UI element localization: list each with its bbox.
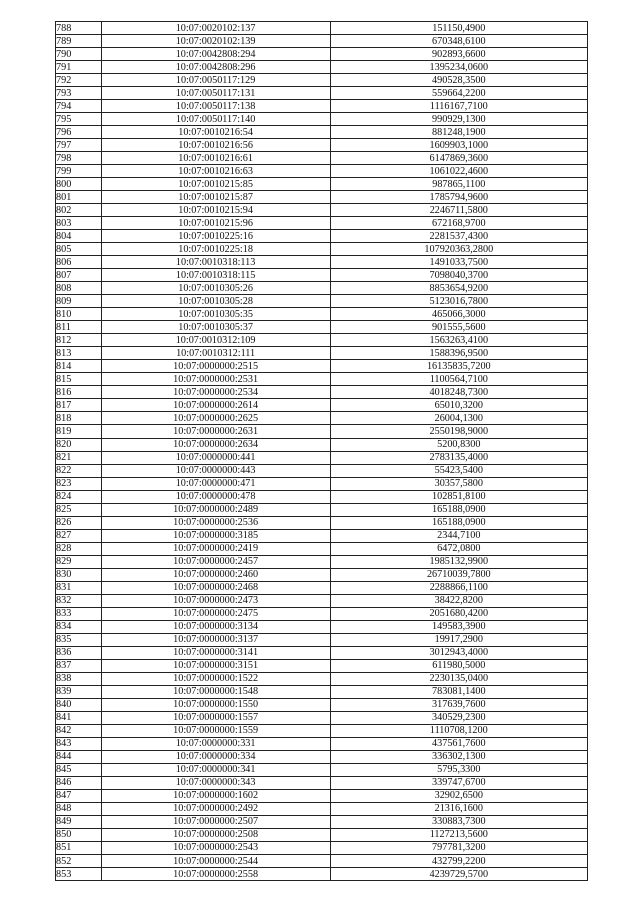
table-row bbox=[56, 620, 588, 633]
cadastral-number-cell: 10:07:0000000:3151 bbox=[101, 659, 330, 672]
row-number-cell: 807 bbox=[56, 269, 102, 282]
table-row bbox=[56, 204, 588, 217]
table-row bbox=[56, 282, 588, 295]
cadastral-number-cell: 10:07:0000000:2544 bbox=[101, 855, 330, 868]
value-cell: 1609903,1000 bbox=[330, 139, 587, 152]
table-row bbox=[56, 802, 588, 815]
value-cell: 2281537,4300 bbox=[330, 230, 587, 243]
table-row bbox=[56, 568, 588, 581]
value-cell: 7098040,3700 bbox=[330, 269, 587, 282]
value-cell: 437561,7600 bbox=[330, 737, 587, 750]
row-number-cell: 796 bbox=[56, 126, 102, 139]
cadastral-number-cell: 10:07:0000000:2492 bbox=[101, 802, 330, 815]
table-row bbox=[56, 178, 588, 191]
cadastral-number-cell: 10:07:0050117:129 bbox=[101, 74, 330, 87]
value-cell: 336302,1300 bbox=[330, 750, 587, 763]
value-cell: 490528,3500 bbox=[330, 74, 587, 87]
cadastral-number-cell: 10:07:0000000:2631 bbox=[101, 425, 330, 438]
row-number-cell: 849 bbox=[56, 815, 102, 828]
table-row bbox=[56, 855, 588, 868]
table-row bbox=[56, 230, 588, 243]
value-cell: 1116167,7100 bbox=[330, 100, 587, 113]
row-number-cell: 810 bbox=[56, 308, 102, 321]
row-number-cell: 835 bbox=[56, 633, 102, 646]
table-row bbox=[56, 828, 588, 841]
row-number-cell: 805 bbox=[56, 243, 102, 256]
table-row bbox=[56, 347, 588, 360]
table-row bbox=[56, 152, 588, 165]
value-cell: 2783135,4000 bbox=[330, 451, 587, 464]
value-cell: 4239729,5700 bbox=[330, 868, 587, 881]
value-cell: 19917,2900 bbox=[330, 633, 587, 646]
value-cell: 1563263,4100 bbox=[330, 334, 587, 347]
row-number-cell: 832 bbox=[56, 594, 102, 607]
cadastral-number-cell: 10:07:0000000:3185 bbox=[101, 529, 330, 542]
table-row bbox=[56, 360, 588, 373]
cadastral-number-cell: 10:07:0010318:115 bbox=[101, 269, 330, 282]
row-number-cell: 803 bbox=[56, 217, 102, 230]
cadastral-number-cell: 10:07:0000000:343 bbox=[101, 776, 330, 789]
value-cell: 881248,1900 bbox=[330, 126, 587, 139]
cadastral-number-cell: 10:07:0000000:3137 bbox=[101, 633, 330, 646]
row-number-cell: 831 bbox=[56, 581, 102, 594]
table-row bbox=[56, 295, 588, 308]
value-cell: 1061022,4600 bbox=[330, 165, 587, 178]
table-row bbox=[56, 191, 588, 204]
cadastral-number-cell: 10:07:0010305:35 bbox=[101, 308, 330, 321]
cadastral-number-cell: 10:07:0000000:1548 bbox=[101, 685, 330, 698]
cadastral-number-cell: 10:07:0000000:2536 bbox=[101, 516, 330, 529]
value-cell: 6472,0800 bbox=[330, 542, 587, 555]
table-row bbox=[56, 308, 588, 321]
cadastral-number-cell: 10:07:0010216:61 bbox=[101, 152, 330, 165]
row-number-cell: 848 bbox=[56, 802, 102, 815]
row-number-cell: 806 bbox=[56, 256, 102, 269]
row-number-cell: 789 bbox=[56, 35, 102, 48]
value-cell: 901555,5600 bbox=[330, 321, 587, 334]
data-table bbox=[55, 21, 588, 881]
cadastral-number-cell: 10:07:0000000:1557 bbox=[101, 711, 330, 724]
table-row bbox=[56, 750, 588, 763]
cadastral-number-cell: 10:07:0000000:2558 bbox=[101, 868, 330, 881]
cadastral-number-cell: 10:07:0010216:56 bbox=[101, 139, 330, 152]
table-row bbox=[56, 425, 588, 438]
value-cell: 1110708,1200 bbox=[330, 724, 587, 737]
table-row bbox=[56, 607, 588, 620]
table-row bbox=[56, 776, 588, 789]
value-cell: 1785794,9600 bbox=[330, 191, 587, 204]
table-row bbox=[56, 386, 588, 399]
cadastral-number-cell: 10:07:0000000:331 bbox=[101, 737, 330, 750]
value-cell: 165188,0900 bbox=[330, 516, 587, 529]
cadastral-number-cell: 10:07:0000000:2625 bbox=[101, 412, 330, 425]
row-number-cell: 793 bbox=[56, 87, 102, 100]
cadastral-number-cell: 10:07:0020102:139 bbox=[101, 35, 330, 48]
value-cell: 6147869,3600 bbox=[330, 152, 587, 165]
cadastral-number-cell: 10:07:0000000:2507 bbox=[101, 815, 330, 828]
table-row bbox=[56, 399, 588, 412]
value-cell: 38422,8200 bbox=[330, 594, 587, 607]
table-row bbox=[56, 334, 588, 347]
table-row bbox=[56, 724, 588, 737]
cadastral-number-cell: 10:07:0050117:140 bbox=[101, 113, 330, 126]
cadastral-number-cell: 10:07:0050117:131 bbox=[101, 87, 330, 100]
cadastral-number-cell: 10:07:0000000:2419 bbox=[101, 542, 330, 555]
value-cell: 151150,4900 bbox=[330, 22, 587, 35]
row-number-cell: 823 bbox=[56, 477, 102, 490]
value-cell: 2230135,0400 bbox=[330, 672, 587, 685]
row-number-cell: 845 bbox=[56, 763, 102, 776]
cadastral-number-cell: 10:07:0010318:113 bbox=[101, 256, 330, 269]
cadastral-number-cell: 10:07:0010215:87 bbox=[101, 191, 330, 204]
table-row bbox=[56, 61, 588, 74]
table-row bbox=[56, 516, 588, 529]
row-number-cell: 816 bbox=[56, 386, 102, 399]
row-number-cell: 788 bbox=[56, 22, 102, 35]
value-cell: 783081,1400 bbox=[330, 685, 587, 698]
table-row bbox=[56, 35, 588, 48]
row-number-cell: 790 bbox=[56, 48, 102, 61]
cadastral-number-cell: 10:07:0010305:26 bbox=[101, 282, 330, 295]
value-cell: 317639,7600 bbox=[330, 698, 587, 711]
value-cell: 65010,3200 bbox=[330, 399, 587, 412]
value-cell: 611980,5000 bbox=[330, 659, 587, 672]
table-row bbox=[56, 672, 588, 685]
cadastral-number-cell: 10:07:0010225:16 bbox=[101, 230, 330, 243]
row-number-cell: 837 bbox=[56, 659, 102, 672]
value-cell: 987865,1100 bbox=[330, 178, 587, 191]
value-cell: 2288866,1100 bbox=[330, 581, 587, 594]
value-cell: 1100564,7100 bbox=[330, 373, 587, 386]
value-cell: 107920363,2800 bbox=[330, 243, 587, 256]
row-number-cell: 827 bbox=[56, 529, 102, 542]
value-cell: 3012943,4000 bbox=[330, 646, 587, 659]
table-row bbox=[56, 868, 588, 881]
cadastral-number-cell: 10:07:0000000:2634 bbox=[101, 438, 330, 451]
row-number-cell: 814 bbox=[56, 360, 102, 373]
table-row bbox=[56, 594, 588, 607]
row-number-cell: 847 bbox=[56, 789, 102, 802]
value-cell: 465066,3000 bbox=[330, 308, 587, 321]
value-cell: 5123016,7800 bbox=[330, 295, 587, 308]
row-number-cell: 798 bbox=[56, 152, 102, 165]
cadastral-number-cell: 10:07:0000000:1550 bbox=[101, 698, 330, 711]
row-number-cell: 844 bbox=[56, 750, 102, 763]
row-number-cell: 819 bbox=[56, 425, 102, 438]
table-row bbox=[56, 243, 588, 256]
row-number-cell: 851 bbox=[56, 841, 102, 854]
value-cell: 21316,1600 bbox=[330, 802, 587, 815]
cadastral-number-cell: 10:07:0000000:2475 bbox=[101, 607, 330, 620]
value-cell: 26710039,7800 bbox=[330, 568, 587, 581]
row-number-cell: 841 bbox=[56, 711, 102, 724]
cadastral-number-cell: 10:07:0042808:296 bbox=[101, 61, 330, 74]
table-row bbox=[56, 22, 588, 35]
table-body bbox=[56, 22, 588, 881]
value-cell: 2550198,9000 bbox=[330, 425, 587, 438]
cadastral-number-cell: 10:07:0000000:2534 bbox=[101, 386, 330, 399]
table-row bbox=[56, 685, 588, 698]
row-number-cell: 839 bbox=[56, 685, 102, 698]
row-number-cell: 824 bbox=[56, 490, 102, 503]
value-cell: 1395234,0600 bbox=[330, 61, 587, 74]
value-cell: 149583,3900 bbox=[330, 620, 587, 633]
value-cell: 1127213,5600 bbox=[330, 828, 587, 841]
table-row bbox=[56, 581, 588, 594]
table-row bbox=[56, 789, 588, 802]
table-row bbox=[56, 48, 588, 61]
table-row bbox=[56, 269, 588, 282]
value-cell: 102851,8100 bbox=[330, 490, 587, 503]
row-number-cell: 852 bbox=[56, 855, 102, 868]
row-number-cell: 826 bbox=[56, 516, 102, 529]
cadastral-number-cell: 10:07:0010312:111 bbox=[101, 347, 330, 360]
table-row bbox=[56, 659, 588, 672]
value-cell: 902893,6600 bbox=[330, 48, 587, 61]
value-cell: 2051680,4200 bbox=[330, 607, 587, 620]
table-row bbox=[56, 529, 588, 542]
row-number-cell: 833 bbox=[56, 607, 102, 620]
value-cell: 432799,2200 bbox=[330, 855, 587, 868]
row-number-cell: 791 bbox=[56, 61, 102, 74]
cadastral-number-cell: 10:07:0000000:2489 bbox=[101, 503, 330, 516]
row-number-cell: 830 bbox=[56, 568, 102, 581]
value-cell: 340529,2300 bbox=[330, 711, 587, 724]
table-row bbox=[56, 217, 588, 230]
value-cell: 1491033,7500 bbox=[330, 256, 587, 269]
cadastral-number-cell: 10:07:0000000:2508 bbox=[101, 828, 330, 841]
table-row bbox=[56, 763, 588, 776]
cadastral-number-cell: 10:07:0000000:341 bbox=[101, 763, 330, 776]
table-row bbox=[56, 542, 588, 555]
table-row bbox=[56, 698, 588, 711]
row-number-cell: 801 bbox=[56, 191, 102, 204]
cadastral-number-cell: 10:07:0000000:2543 bbox=[101, 841, 330, 854]
row-number-cell: 846 bbox=[56, 776, 102, 789]
row-number-cell: 840 bbox=[56, 698, 102, 711]
value-cell: 55423,5400 bbox=[330, 464, 587, 477]
row-number-cell: 822 bbox=[56, 464, 102, 477]
cadastral-number-cell: 10:07:0000000:1602 bbox=[101, 789, 330, 802]
row-number-cell: 836 bbox=[56, 646, 102, 659]
cadastral-number-cell: 10:07:0000000:2473 bbox=[101, 594, 330, 607]
row-number-cell: 797 bbox=[56, 139, 102, 152]
cadastral-number-cell: 10:07:0010216:54 bbox=[101, 126, 330, 139]
value-cell: 2246711,5800 bbox=[330, 204, 587, 217]
row-number-cell: 815 bbox=[56, 373, 102, 386]
table-row bbox=[56, 165, 588, 178]
row-number-cell: 838 bbox=[56, 672, 102, 685]
value-cell: 1588396,9500 bbox=[330, 347, 587, 360]
row-number-cell: 843 bbox=[56, 737, 102, 750]
cadastral-number-cell: 10:07:0000000:2614 bbox=[101, 399, 330, 412]
table-row bbox=[56, 100, 588, 113]
cadastral-number-cell: 10:07:0010215:96 bbox=[101, 217, 330, 230]
table-row bbox=[56, 633, 588, 646]
value-cell: 16135835,7200 bbox=[330, 360, 587, 373]
row-number-cell: 850 bbox=[56, 828, 102, 841]
value-cell: 5795,3300 bbox=[330, 763, 587, 776]
table-row bbox=[56, 815, 588, 828]
row-number-cell: 825 bbox=[56, 503, 102, 516]
value-cell: 990929,1300 bbox=[330, 113, 587, 126]
value-cell: 670348,6100 bbox=[330, 35, 587, 48]
cadastral-number-cell: 10:07:0000000:478 bbox=[101, 490, 330, 503]
value-cell: 797781,3200 bbox=[330, 841, 587, 854]
value-cell: 559664,2200 bbox=[330, 87, 587, 100]
row-number-cell: 818 bbox=[56, 412, 102, 425]
cadastral-number-cell: 10:07:0000000:441 bbox=[101, 451, 330, 464]
table-row bbox=[56, 451, 588, 464]
row-number-cell: 828 bbox=[56, 542, 102, 555]
row-number-cell: 800 bbox=[56, 178, 102, 191]
cadastral-number-cell: 10:07:0000000:1522 bbox=[101, 672, 330, 685]
row-number-cell: 794 bbox=[56, 100, 102, 113]
table-row bbox=[56, 490, 588, 503]
table-row bbox=[56, 321, 588, 334]
cadastral-number-cell: 10:07:0000000:334 bbox=[101, 750, 330, 763]
row-number-cell: 799 bbox=[56, 165, 102, 178]
cadastral-number-cell: 10:07:0000000:3134 bbox=[101, 620, 330, 633]
value-cell: 32902,6500 bbox=[330, 789, 587, 802]
cadastral-number-cell: 10:07:0010305:28 bbox=[101, 295, 330, 308]
cadastral-number-cell: 10:07:0000000:3141 bbox=[101, 646, 330, 659]
cadastral-number-cell: 10:07:0020102:137 bbox=[101, 22, 330, 35]
row-number-cell: 809 bbox=[56, 295, 102, 308]
value-cell: 8853654,9200 bbox=[330, 282, 587, 295]
table-row bbox=[56, 477, 588, 490]
value-cell: 2344,7100 bbox=[330, 529, 587, 542]
cadastral-number-cell: 10:07:0010215:85 bbox=[101, 178, 330, 191]
cadastral-number-cell: 10:07:0010305:37 bbox=[101, 321, 330, 334]
cadastral-number-cell: 10:07:0050117:138 bbox=[101, 100, 330, 113]
cadastral-number-cell: 10:07:0000000:2457 bbox=[101, 555, 330, 568]
table-row bbox=[56, 87, 588, 100]
table-row bbox=[56, 412, 588, 425]
row-number-cell: 820 bbox=[56, 438, 102, 451]
cadastral-number-cell: 10:07:0000000:2531 bbox=[101, 373, 330, 386]
value-cell: 30357,5800 bbox=[330, 477, 587, 490]
row-number-cell: 811 bbox=[56, 321, 102, 334]
table-row bbox=[56, 711, 588, 724]
value-cell: 1985132,9900 bbox=[330, 555, 587, 568]
row-number-cell: 808 bbox=[56, 282, 102, 295]
value-cell: 5200,8300 bbox=[330, 438, 587, 451]
table-row bbox=[56, 841, 588, 854]
row-number-cell: 813 bbox=[56, 347, 102, 360]
table-row bbox=[56, 503, 588, 516]
row-number-cell: 802 bbox=[56, 204, 102, 217]
cadastral-number-cell: 10:07:0010215:94 bbox=[101, 204, 330, 217]
cadastral-number-cell: 10:07:0010312:109 bbox=[101, 334, 330, 347]
table-row bbox=[56, 139, 588, 152]
table-row bbox=[56, 113, 588, 126]
row-number-cell: 853 bbox=[56, 868, 102, 881]
row-number-cell: 842 bbox=[56, 724, 102, 737]
value-cell: 26004,1300 bbox=[330, 412, 587, 425]
cadastral-number-cell: 10:07:0010216:63 bbox=[101, 165, 330, 178]
table-row bbox=[56, 373, 588, 386]
value-cell: 339747,6700 bbox=[330, 776, 587, 789]
cadastral-number-cell: 10:07:0042808:294 bbox=[101, 48, 330, 61]
document-page bbox=[55, 21, 588, 881]
row-number-cell: 834 bbox=[56, 620, 102, 633]
cadastral-number-cell: 10:07:0000000:443 bbox=[101, 464, 330, 477]
value-cell: 4018248,7300 bbox=[330, 386, 587, 399]
row-number-cell: 795 bbox=[56, 113, 102, 126]
table-row bbox=[56, 438, 588, 451]
cadastral-number-cell: 10:07:0000000:2515 bbox=[101, 360, 330, 373]
row-number-cell: 821 bbox=[56, 451, 102, 464]
table-row bbox=[56, 74, 588, 87]
cadastral-number-cell: 10:07:0000000:471 bbox=[101, 477, 330, 490]
table-row bbox=[56, 126, 588, 139]
cadastral-number-cell: 10:07:0010225:18 bbox=[101, 243, 330, 256]
table-row bbox=[56, 555, 588, 568]
row-number-cell: 804 bbox=[56, 230, 102, 243]
row-number-cell: 829 bbox=[56, 555, 102, 568]
row-number-cell: 792 bbox=[56, 74, 102, 87]
table-row bbox=[56, 646, 588, 659]
value-cell: 330883,7300 bbox=[330, 815, 587, 828]
row-number-cell: 817 bbox=[56, 399, 102, 412]
table-row bbox=[56, 737, 588, 750]
table-row bbox=[56, 256, 588, 269]
value-cell: 672168,9700 bbox=[330, 217, 587, 230]
table-row bbox=[56, 464, 588, 477]
cadastral-number-cell: 10:07:0000000:1559 bbox=[101, 724, 330, 737]
value-cell: 165188,0900 bbox=[330, 503, 587, 516]
cadastral-number-cell: 10:07:0000000:2468 bbox=[101, 581, 330, 594]
cadastral-number-cell: 10:07:0000000:2460 bbox=[101, 568, 330, 581]
row-number-cell: 812 bbox=[56, 334, 102, 347]
